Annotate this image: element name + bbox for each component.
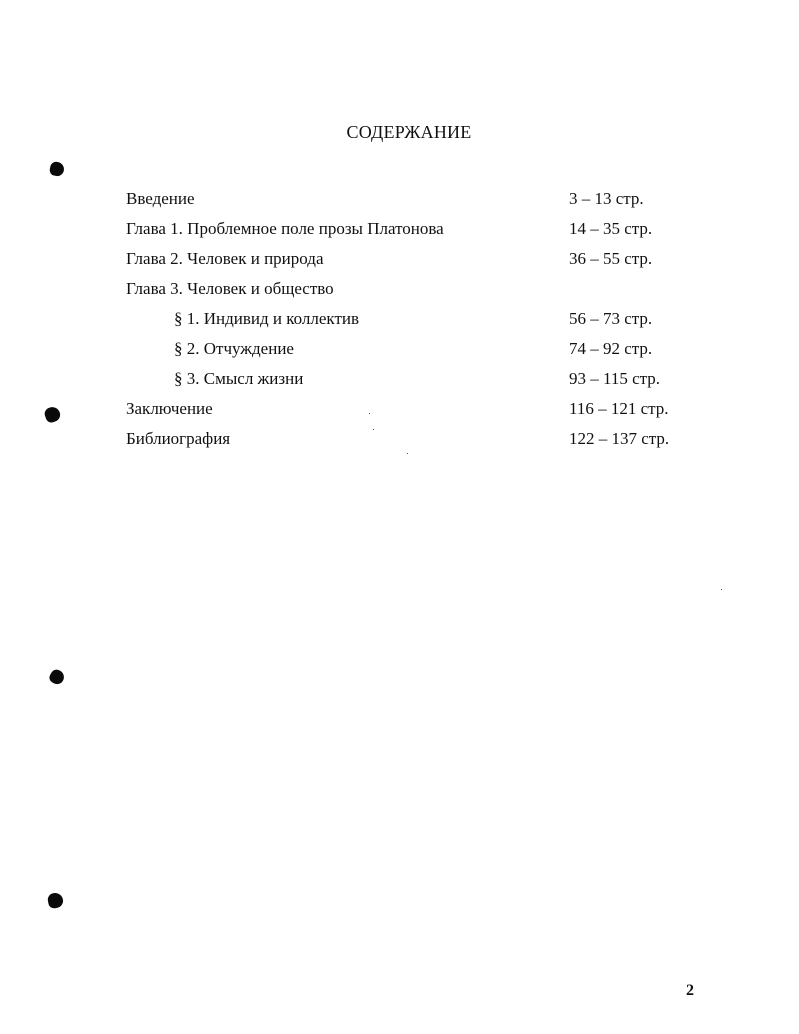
toc-entry-pages: 116 – 121 стр. [569,399,669,418]
toc-entry-pages: 3 – 13 стр. [569,189,644,208]
toc-entry-label: § 3. Смысл жизни [174,369,304,388]
toc-entry-label: Глава 1. Проблемное поле прозы Платонова [126,219,444,238]
toc-entry-pages: 122 – 137 стр. [569,429,670,448]
table-of-contents [126,184,726,454]
toc-entry [126,274,726,304]
toc-entry [126,214,726,244]
toc-subentry [126,304,726,334]
toc-entry-label: Глава 3. Человек и общество [126,279,334,298]
toc-entry-label: Глава 2. Человек и природа [126,249,324,268]
toc-entry-pages: 36 – 55 стр. [569,249,653,268]
toc-entry [126,394,726,424]
page-number: 2 [686,982,694,999]
toc-entry-pages: 56 – 73 стр. [569,309,653,328]
toc-entry [126,184,726,214]
binder-hole-mark [47,892,64,909]
toc-entry-pages: 74 – 92 стр. [569,339,653,358]
toc-entry-label: Введение [126,189,195,208]
binder-hole-mark [49,161,66,178]
page-title: СОДЕРЖАНИЕ [346,122,472,142]
toc-subentry [126,364,726,394]
toc-entry-label: § 1. Индивид и коллектив [174,309,360,328]
toc-entry-pages: 93 – 115 стр. [569,369,661,388]
toc-entry-label: § 2. Отчуждение [174,339,294,358]
toc-entry-label: Библиография [126,429,231,448]
toc-entry [126,244,726,274]
toc-entry-label: Заключение [126,399,213,418]
binder-hole-mark [47,667,66,686]
toc-entry [126,424,726,454]
toc-entry-pages: 14 – 35 стр. [569,219,653,238]
toc-subentry [126,334,726,364]
scan-speck [721,589,722,590]
binder-hole-mark [43,405,62,424]
